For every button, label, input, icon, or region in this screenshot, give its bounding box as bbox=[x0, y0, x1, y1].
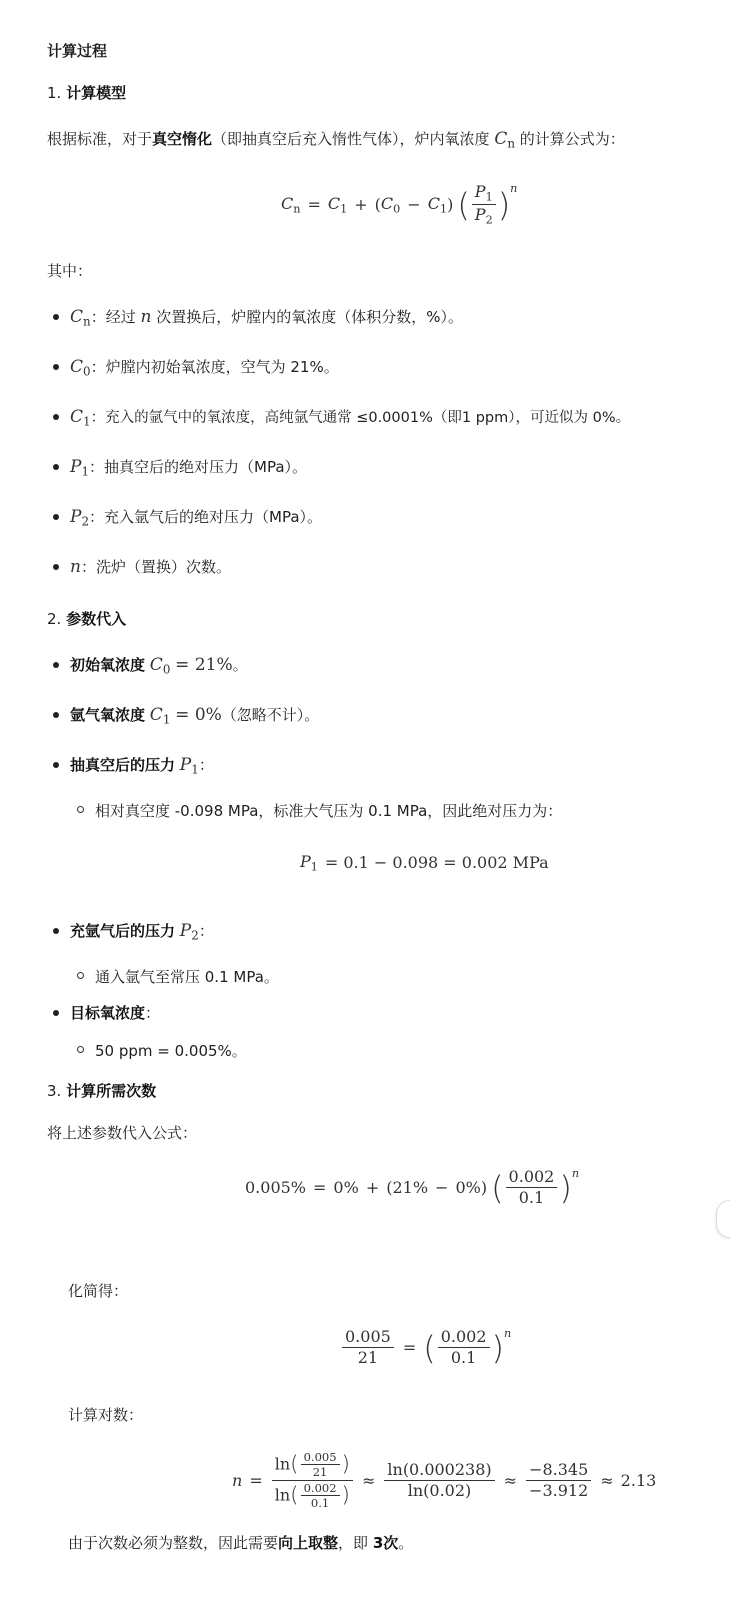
p1-equation: $P_1$ = 0.1 − 0.098 = 0.002 MPa bbox=[300, 852, 549, 874]
substitution-equation: 0.005% = 0% + (21% − 0%) ( $\frac{0.002}{0.1}$ ) $^n$ bbox=[245, 1167, 580, 1207]
conclusion: 由于次数必须为整数，因此需要向上取整，即 3次。 bbox=[68, 1534, 414, 1552]
list-item: 抽真空后的压力 $P_1$： bbox=[70, 755, 214, 777]
scroll-handle[interactable] bbox=[716, 1200, 730, 1238]
simplified-equation: $\frac{0.005}{21}$ = ( $\frac{0.002}{0.1}$ ) $^n$ bbox=[340, 1327, 511, 1368]
sub-list-item: 50 ppm = 0.005%。 bbox=[95, 1042, 247, 1060]
list-item: n：洗炉（置换）次数。 bbox=[70, 557, 231, 577]
substitution-intro: 将上述参数代入公式： bbox=[47, 1124, 198, 1142]
list-item: 初始氧浓度 $C_0 = 21\%$。 bbox=[70, 655, 248, 677]
section-1-heading: 1. 计算模型 bbox=[47, 84, 127, 102]
list-item: 充氩气后的压力 $P_2$： bbox=[70, 921, 214, 943]
list-item: $C_1$：充入的氩气中的氧浓度，高纯氩气通常 ≤0.0001%（即1 ppm），可近似为 0%。 bbox=[70, 407, 631, 429]
where-label: 其中： bbox=[47, 262, 93, 280]
section-3-heading: 3. 计算所需次数 bbox=[47, 1082, 157, 1100]
list-item: 氩气氧浓度 $C_1 = 0\%$（忽略不计）。 bbox=[70, 705, 320, 727]
sub-list-item: 相对真空度 -0.098 MPa，标准大气压为 0.1 MPa，因此绝对压力为： bbox=[95, 802, 563, 820]
log-label: 计算对数： bbox=[68, 1406, 144, 1424]
sub-list-item: 通入氩气至常压 0.1 MPa。 bbox=[95, 968, 279, 986]
list-item: $P_1$：抽真空后的绝对压力（MPa）。 bbox=[70, 457, 308, 479]
log-equation: n = ln( $\frac{0.005}{21}$ ) ln( $\frac{0.002}{0.1}$ ) ≈ $\frac{\ln(0.000238)}{\ln(0.02)}$ ≈ $\frac{-8.345}{-3.912}$ ≈ 2.13 bbox=[232, 1450, 657, 1511]
simplify-label: 化简得： bbox=[68, 1282, 129, 1300]
section-1-intro: 根据标准，对于真空惰化（即抽真空后充入惰性气体），炉内氧浓度 $C_n$ 的计算公式为： bbox=[47, 129, 625, 151]
main-formula: $C_n$ = $C_1$ + ( $C_0$ − $C_1$ ) ( $\frac{P_1}{P_2}$ ) $^n$ bbox=[281, 182, 518, 227]
list-item: $P_2$：充入氩气后的绝对压力（MPa）。 bbox=[70, 507, 323, 529]
section-2-heading: 2. 参数代入 bbox=[47, 610, 127, 628]
page-title: 计算过程 bbox=[47, 42, 108, 60]
list-item: $C_n$：经过 n 次置换后，炉膛内的氧浓度（体积分数，%）。 bbox=[70, 307, 463, 329]
list-item: 目标氧浓度： bbox=[70, 1004, 161, 1022]
list-item: $C_0$：炉膛内初始氧浓度，空气为 21%。 bbox=[70, 357, 339, 379]
